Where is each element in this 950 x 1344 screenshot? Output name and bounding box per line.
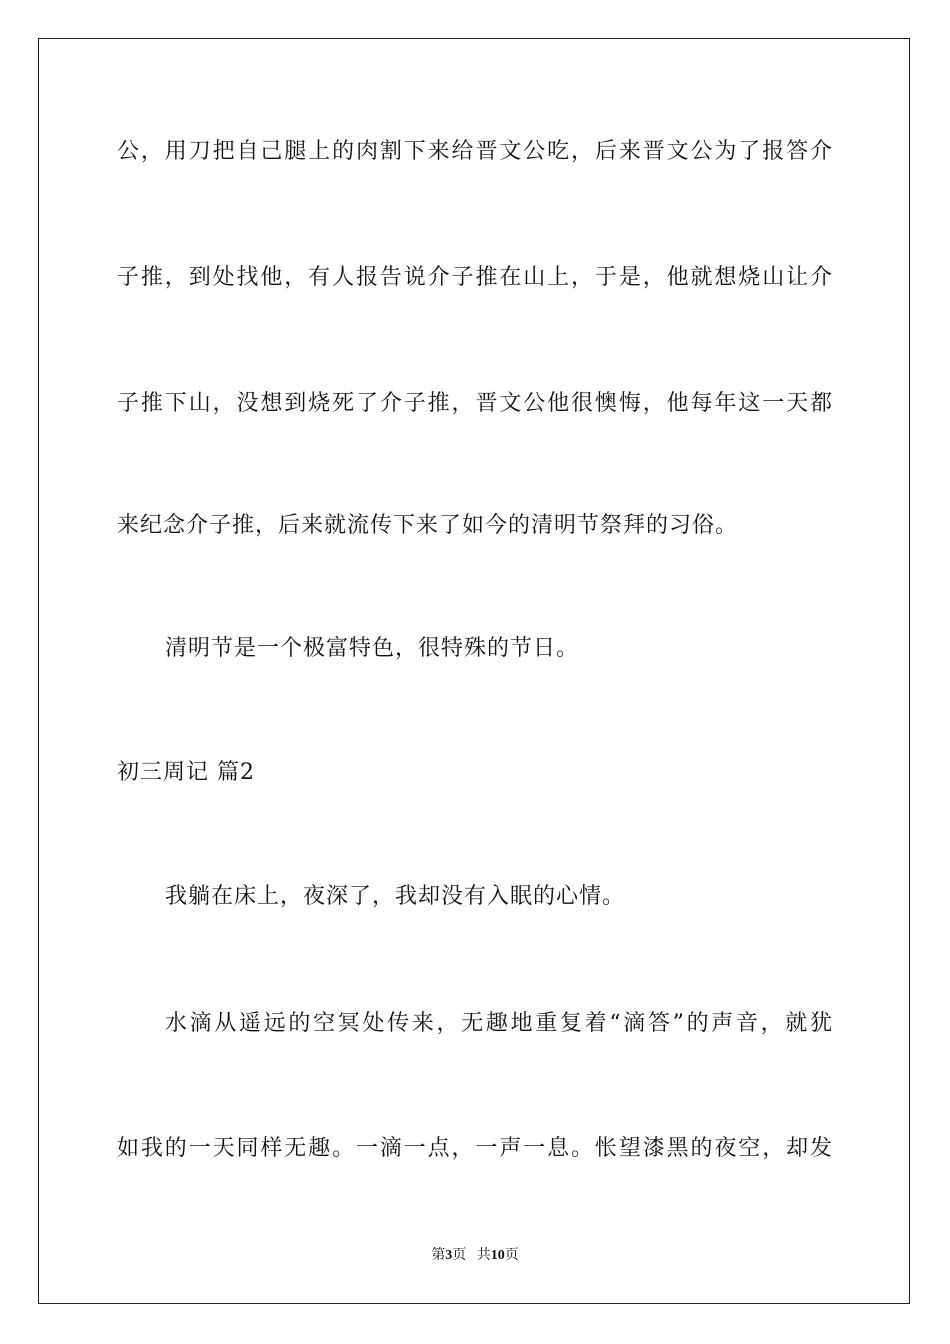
- footer-total-prefix: 共: [476, 1248, 491, 1263]
- footer-total-pages: 10: [490, 1248, 505, 1263]
- paragraph-line-5: 清明节是一个极富特色，很特殊的节日。: [165, 636, 580, 661]
- page-border: [38, 38, 910, 1304]
- paragraph-line-9: 如我的一天同样无趣。一滴一点，一声一息。怅望漆黑的夜空，却发: [117, 1136, 833, 1161]
- page-footer: [0, 1246, 950, 1266]
- paragraph-line-3: 子推下山，没想到烧死了介子推，晋文公他很懊悔，他每年这一天都: [117, 391, 833, 416]
- paragraph-line-4: 来纪念介子推，后来就流传下来了如今的清明节祭拜的习俗。: [117, 513, 739, 538]
- footer-total-unit: 页: [504, 1248, 519, 1263]
- paragraph-line-8: 水滴从遥远的空冥处传来，无趣地重复着“滴答”的声音，就犹: [165, 1011, 833, 1036]
- footer-page-unit: 页: [452, 1248, 467, 1263]
- footer-current-page: 3: [445, 1248, 453, 1263]
- paragraph-line-1: 公，用刀把自己腿上的肉割下来给晋文公吃，后来晋文公为了报答介: [117, 139, 833, 164]
- footer-prefix: 第: [431, 1248, 446, 1263]
- paragraph-line-7: 我躺在床上，夜深了，我却没有入眠的心情。: [165, 884, 626, 909]
- section-heading: 初三周记 篇2: [117, 760, 255, 785]
- paragraph-line-2: 子推，到处找他，有人报告说介子推在山上，于是，他就想烧山让介: [117, 265, 833, 290]
